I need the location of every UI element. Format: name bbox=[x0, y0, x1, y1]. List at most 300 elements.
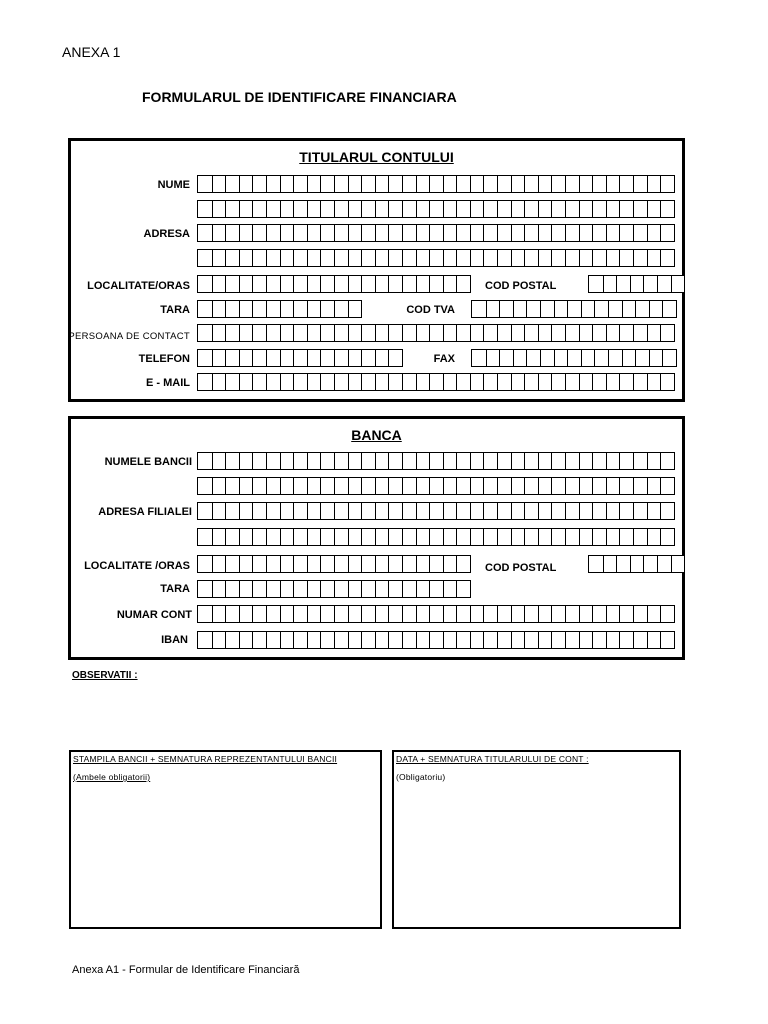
char-cell[interactable] bbox=[647, 529, 661, 545]
char-cell[interactable] bbox=[456, 453, 470, 469]
char-cell[interactable] bbox=[239, 350, 253, 366]
char-cell[interactable] bbox=[361, 581, 375, 597]
char-cell[interactable] bbox=[375, 632, 389, 648]
char-cell[interactable] bbox=[320, 453, 334, 469]
char-cell[interactable] bbox=[293, 503, 307, 519]
char-cell[interactable] bbox=[538, 529, 552, 545]
char-cell[interactable] bbox=[660, 325, 674, 341]
bank-name-field[interactable] bbox=[197, 452, 675, 470]
char-cell[interactable] bbox=[225, 325, 239, 341]
char-cell[interactable] bbox=[402, 556, 416, 572]
char-cell[interactable] bbox=[266, 201, 280, 217]
iban-field[interactable] bbox=[197, 631, 675, 649]
char-cell[interactable] bbox=[660, 176, 674, 192]
char-cell[interactable] bbox=[225, 503, 239, 519]
char-cell[interactable] bbox=[429, 325, 443, 341]
char-cell[interactable] bbox=[592, 225, 606, 241]
char-cell[interactable] bbox=[307, 276, 321, 292]
char-cell[interactable] bbox=[429, 606, 443, 622]
name-field-line-2[interactable] bbox=[197, 200, 675, 218]
char-cell[interactable] bbox=[483, 201, 497, 217]
char-cell[interactable] bbox=[619, 606, 633, 622]
char-cell[interactable] bbox=[647, 250, 661, 266]
char-cell[interactable] bbox=[239, 301, 253, 317]
char-cell[interactable] bbox=[416, 478, 430, 494]
char-cell[interactable] bbox=[540, 350, 554, 366]
char-cell[interactable] bbox=[375, 529, 389, 545]
char-cell[interactable] bbox=[348, 374, 362, 390]
char-cell[interactable] bbox=[239, 225, 253, 241]
char-cell[interactable] bbox=[388, 325, 402, 341]
char-cell[interactable] bbox=[252, 632, 266, 648]
char-cell[interactable] bbox=[388, 276, 402, 292]
char-cell[interactable] bbox=[361, 350, 375, 366]
char-cell[interactable] bbox=[320, 632, 334, 648]
char-cell[interactable] bbox=[375, 325, 389, 341]
char-cell[interactable] bbox=[402, 225, 416, 241]
char-cell[interactable] bbox=[266, 225, 280, 241]
char-cell[interactable] bbox=[334, 556, 348, 572]
char-cell[interactable] bbox=[375, 176, 389, 192]
char-cell[interactable] bbox=[429, 225, 443, 241]
char-cell[interactable] bbox=[239, 374, 253, 390]
char-cell[interactable] bbox=[524, 606, 538, 622]
char-cell[interactable] bbox=[307, 225, 321, 241]
char-cell[interactable] bbox=[212, 556, 226, 572]
char-cell[interactable] bbox=[416, 606, 430, 622]
char-cell[interactable] bbox=[361, 453, 375, 469]
char-cell[interactable] bbox=[429, 176, 443, 192]
char-cell[interactable] bbox=[307, 503, 321, 519]
char-cell[interactable] bbox=[511, 250, 525, 266]
char-cell[interactable] bbox=[416, 374, 430, 390]
char-cell[interactable] bbox=[456, 176, 470, 192]
char-cell[interactable] bbox=[307, 606, 321, 622]
char-cell[interactable] bbox=[266, 478, 280, 494]
char-cell[interactable] bbox=[239, 276, 253, 292]
char-cell[interactable] bbox=[239, 250, 253, 266]
char-cell[interactable] bbox=[429, 374, 443, 390]
char-cell[interactable] bbox=[608, 350, 622, 366]
char-cell[interactable] bbox=[429, 276, 443, 292]
char-cell[interactable] bbox=[375, 250, 389, 266]
char-cell[interactable] bbox=[266, 301, 280, 317]
char-cell[interactable] bbox=[293, 374, 307, 390]
char-cell[interactable] bbox=[198, 325, 212, 341]
char-cell[interactable] bbox=[198, 350, 212, 366]
char-cell[interactable] bbox=[307, 556, 321, 572]
char-cell[interactable] bbox=[660, 250, 674, 266]
char-cell[interactable] bbox=[280, 503, 294, 519]
char-cell[interactable] bbox=[225, 176, 239, 192]
char-cell[interactable] bbox=[538, 606, 552, 622]
char-cell[interactable] bbox=[606, 529, 620, 545]
char-cell[interactable] bbox=[551, 176, 565, 192]
char-cell[interactable] bbox=[198, 374, 212, 390]
char-cell[interactable] bbox=[212, 503, 226, 519]
char-cell[interactable] bbox=[198, 581, 212, 597]
char-cell[interactable] bbox=[483, 478, 497, 494]
char-cell[interactable] bbox=[486, 301, 500, 317]
char-cell[interactable] bbox=[456, 503, 470, 519]
char-cell[interactable] bbox=[524, 478, 538, 494]
char-cell[interactable] bbox=[443, 176, 457, 192]
char-cell[interactable] bbox=[348, 301, 362, 317]
char-cell[interactable] bbox=[443, 529, 457, 545]
char-cell[interactable] bbox=[388, 529, 402, 545]
char-cell[interactable] bbox=[212, 374, 226, 390]
char-cell[interactable] bbox=[266, 350, 280, 366]
char-cell[interactable] bbox=[443, 503, 457, 519]
char-cell[interactable] bbox=[348, 632, 362, 648]
char-cell[interactable] bbox=[280, 276, 294, 292]
char-cell[interactable] bbox=[622, 301, 636, 317]
char-cell[interactable] bbox=[647, 606, 661, 622]
char-cell[interactable] bbox=[252, 606, 266, 622]
char-cell[interactable] bbox=[416, 581, 430, 597]
char-cell[interactable] bbox=[212, 453, 226, 469]
char-cell[interactable] bbox=[293, 225, 307, 241]
char-cell[interactable] bbox=[497, 529, 511, 545]
char-cell[interactable] bbox=[567, 350, 581, 366]
char-cell[interactable] bbox=[320, 276, 334, 292]
char-cell[interactable] bbox=[443, 581, 457, 597]
char-cell[interactable] bbox=[524, 374, 538, 390]
char-cell[interactable] bbox=[551, 606, 565, 622]
char-cell[interactable] bbox=[198, 529, 212, 545]
postal-code-field[interactable] bbox=[588, 275, 685, 293]
vat-field[interactable] bbox=[471, 300, 677, 318]
char-cell[interactable] bbox=[470, 632, 484, 648]
char-cell[interactable] bbox=[486, 350, 500, 366]
city-field[interactable] bbox=[197, 275, 471, 293]
char-cell[interactable] bbox=[293, 529, 307, 545]
char-cell[interactable] bbox=[579, 606, 593, 622]
char-cell[interactable] bbox=[633, 250, 647, 266]
char-cell[interactable] bbox=[630, 276, 644, 292]
account-number-field[interactable] bbox=[197, 605, 675, 623]
char-cell[interactable] bbox=[592, 250, 606, 266]
char-cell[interactable] bbox=[429, 529, 443, 545]
char-cell[interactable] bbox=[619, 453, 633, 469]
char-cell[interactable] bbox=[252, 478, 266, 494]
char-cell[interactable] bbox=[402, 250, 416, 266]
char-cell[interactable] bbox=[647, 453, 661, 469]
char-cell[interactable] bbox=[579, 201, 593, 217]
char-cell[interactable] bbox=[239, 529, 253, 545]
char-cell[interactable] bbox=[643, 276, 657, 292]
char-cell[interactable] bbox=[280, 250, 294, 266]
char-cell[interactable] bbox=[649, 301, 663, 317]
char-cell[interactable] bbox=[266, 556, 280, 572]
char-cell[interactable] bbox=[579, 503, 593, 519]
char-cell[interactable] bbox=[660, 529, 674, 545]
char-cell[interactable] bbox=[660, 453, 674, 469]
bank-name-field-line-2[interactable] bbox=[197, 477, 675, 495]
char-cell[interactable] bbox=[239, 176, 253, 192]
char-cell[interactable] bbox=[647, 325, 661, 341]
char-cell[interactable] bbox=[497, 176, 511, 192]
char-cell[interactable] bbox=[252, 350, 266, 366]
char-cell[interactable] bbox=[662, 301, 676, 317]
char-cell[interactable] bbox=[513, 301, 527, 317]
char-cell[interactable] bbox=[511, 632, 525, 648]
char-cell[interactable] bbox=[307, 350, 321, 366]
char-cell[interactable] bbox=[657, 276, 671, 292]
char-cell[interactable] bbox=[348, 350, 362, 366]
char-cell[interactable] bbox=[307, 374, 321, 390]
char-cell[interactable] bbox=[348, 478, 362, 494]
char-cell[interactable] bbox=[348, 529, 362, 545]
char-cell[interactable] bbox=[538, 478, 552, 494]
char-cell[interactable] bbox=[212, 225, 226, 241]
char-cell[interactable] bbox=[526, 350, 540, 366]
char-cell[interactable] bbox=[307, 250, 321, 266]
char-cell[interactable] bbox=[239, 478, 253, 494]
char-cell[interactable] bbox=[579, 374, 593, 390]
char-cell[interactable] bbox=[212, 529, 226, 545]
char-cell[interactable] bbox=[606, 250, 620, 266]
char-cell[interactable] bbox=[334, 606, 348, 622]
char-cell[interactable] bbox=[348, 325, 362, 341]
char-cell[interactable] bbox=[592, 632, 606, 648]
char-cell[interactable] bbox=[361, 374, 375, 390]
bank-postal-code-field[interactable] bbox=[588, 555, 685, 573]
char-cell[interactable] bbox=[635, 350, 649, 366]
char-cell[interactable] bbox=[647, 478, 661, 494]
char-cell[interactable] bbox=[579, 176, 593, 192]
char-cell[interactable] bbox=[456, 606, 470, 622]
char-cell[interactable] bbox=[266, 276, 280, 292]
char-cell[interactable] bbox=[429, 478, 443, 494]
char-cell[interactable] bbox=[472, 301, 486, 317]
char-cell[interactable] bbox=[619, 225, 633, 241]
char-cell[interactable] bbox=[293, 250, 307, 266]
char-cell[interactable] bbox=[212, 325, 226, 341]
char-cell[interactable] bbox=[538, 453, 552, 469]
char-cell[interactable] bbox=[592, 201, 606, 217]
char-cell[interactable] bbox=[252, 581, 266, 597]
char-cell[interactable] bbox=[429, 556, 443, 572]
char-cell[interactable] bbox=[633, 632, 647, 648]
char-cell[interactable] bbox=[524, 225, 538, 241]
char-cell[interactable] bbox=[443, 556, 457, 572]
char-cell[interactable] bbox=[348, 581, 362, 597]
char-cell[interactable] bbox=[361, 529, 375, 545]
char-cell[interactable] bbox=[266, 176, 280, 192]
char-cell[interactable] bbox=[375, 503, 389, 519]
char-cell[interactable] bbox=[499, 301, 513, 317]
char-cell[interactable] bbox=[334, 478, 348, 494]
char-cell[interactable] bbox=[456, 632, 470, 648]
char-cell[interactable] bbox=[526, 301, 540, 317]
char-cell[interactable] bbox=[483, 325, 497, 341]
char-cell[interactable] bbox=[660, 374, 674, 390]
char-cell[interactable] bbox=[361, 250, 375, 266]
char-cell[interactable] bbox=[198, 276, 212, 292]
char-cell[interactable] bbox=[375, 606, 389, 622]
char-cell[interactable] bbox=[402, 632, 416, 648]
char-cell[interactable] bbox=[630, 556, 644, 572]
char-cell[interactable] bbox=[266, 503, 280, 519]
char-cell[interactable] bbox=[483, 632, 497, 648]
char-cell[interactable] bbox=[416, 325, 430, 341]
char-cell[interactable] bbox=[540, 301, 554, 317]
char-cell[interactable] bbox=[606, 632, 620, 648]
char-cell[interactable] bbox=[266, 374, 280, 390]
char-cell[interactable] bbox=[388, 606, 402, 622]
address-field[interactable] bbox=[197, 224, 675, 242]
char-cell[interactable] bbox=[361, 276, 375, 292]
char-cell[interactable] bbox=[402, 374, 416, 390]
char-cell[interactable] bbox=[375, 350, 389, 366]
char-cell[interactable] bbox=[198, 225, 212, 241]
char-cell[interactable] bbox=[252, 503, 266, 519]
char-cell[interactable] bbox=[334, 250, 348, 266]
char-cell[interactable] bbox=[307, 176, 321, 192]
char-cell[interactable] bbox=[212, 478, 226, 494]
char-cell[interactable] bbox=[538, 632, 552, 648]
char-cell[interactable] bbox=[252, 176, 266, 192]
char-cell[interactable] bbox=[551, 478, 565, 494]
char-cell[interactable] bbox=[606, 225, 620, 241]
char-cell[interactable] bbox=[416, 529, 430, 545]
char-cell[interactable] bbox=[606, 176, 620, 192]
char-cell[interactable] bbox=[524, 325, 538, 341]
char-cell[interactable] bbox=[619, 250, 633, 266]
char-cell[interactable] bbox=[538, 503, 552, 519]
char-cell[interactable] bbox=[252, 556, 266, 572]
char-cell[interactable] bbox=[266, 325, 280, 341]
char-cell[interactable] bbox=[429, 453, 443, 469]
char-cell[interactable] bbox=[225, 581, 239, 597]
char-cell[interactable] bbox=[633, 503, 647, 519]
char-cell[interactable] bbox=[307, 529, 321, 545]
char-cell[interactable] bbox=[348, 276, 362, 292]
char-cell[interactable] bbox=[470, 453, 484, 469]
char-cell[interactable] bbox=[671, 556, 685, 572]
char-cell[interactable] bbox=[266, 606, 280, 622]
char-cell[interactable] bbox=[456, 250, 470, 266]
char-cell[interactable] bbox=[416, 503, 430, 519]
char-cell[interactable] bbox=[320, 529, 334, 545]
char-cell[interactable] bbox=[198, 503, 212, 519]
char-cell[interactable] bbox=[334, 581, 348, 597]
char-cell[interactable] bbox=[293, 581, 307, 597]
char-cell[interactable] bbox=[388, 250, 402, 266]
char-cell[interactable] bbox=[606, 606, 620, 622]
char-cell[interactable] bbox=[239, 556, 253, 572]
char-cell[interactable] bbox=[497, 325, 511, 341]
char-cell[interactable] bbox=[198, 556, 212, 572]
char-cell[interactable] bbox=[524, 632, 538, 648]
char-cell[interactable] bbox=[212, 201, 226, 217]
char-cell[interactable] bbox=[470, 225, 484, 241]
char-cell[interactable] bbox=[456, 225, 470, 241]
char-cell[interactable] bbox=[606, 325, 620, 341]
char-cell[interactable] bbox=[280, 453, 294, 469]
char-cell[interactable] bbox=[551, 225, 565, 241]
char-cell[interactable] bbox=[307, 325, 321, 341]
char-cell[interactable] bbox=[334, 350, 348, 366]
char-cell[interactable] bbox=[280, 606, 294, 622]
char-cell[interactable] bbox=[348, 606, 362, 622]
char-cell[interactable] bbox=[375, 374, 389, 390]
char-cell[interactable] bbox=[592, 374, 606, 390]
char-cell[interactable] bbox=[511, 374, 525, 390]
char-cell[interactable] bbox=[606, 201, 620, 217]
char-cell[interactable] bbox=[280, 350, 294, 366]
char-cell[interactable] bbox=[633, 478, 647, 494]
char-cell[interactable] bbox=[198, 201, 212, 217]
char-cell[interactable] bbox=[320, 581, 334, 597]
char-cell[interactable] bbox=[348, 201, 362, 217]
char-cell[interactable] bbox=[293, 478, 307, 494]
char-cell[interactable] bbox=[402, 176, 416, 192]
char-cell[interactable] bbox=[280, 325, 294, 341]
char-cell[interactable] bbox=[293, 325, 307, 341]
char-cell[interactable] bbox=[483, 453, 497, 469]
char-cell[interactable] bbox=[524, 503, 538, 519]
char-cell[interactable] bbox=[388, 374, 402, 390]
char-cell[interactable] bbox=[513, 350, 527, 366]
char-cell[interactable] bbox=[252, 225, 266, 241]
char-cell[interactable] bbox=[280, 301, 294, 317]
char-cell[interactable] bbox=[497, 503, 511, 519]
char-cell[interactable] bbox=[334, 453, 348, 469]
char-cell[interactable] bbox=[592, 453, 606, 469]
char-cell[interactable] bbox=[388, 478, 402, 494]
char-cell[interactable] bbox=[649, 350, 663, 366]
char-cell[interactable] bbox=[579, 632, 593, 648]
char-cell[interactable] bbox=[483, 606, 497, 622]
char-cell[interactable] bbox=[280, 581, 294, 597]
char-cell[interactable] bbox=[565, 632, 579, 648]
char-cell[interactable] bbox=[671, 276, 685, 292]
char-cell[interactable] bbox=[375, 478, 389, 494]
char-cell[interactable] bbox=[565, 250, 579, 266]
char-cell[interactable] bbox=[212, 276, 226, 292]
char-cell[interactable] bbox=[470, 503, 484, 519]
char-cell[interactable] bbox=[538, 325, 552, 341]
char-cell[interactable] bbox=[334, 374, 348, 390]
char-cell[interactable] bbox=[388, 176, 402, 192]
char-cell[interactable] bbox=[567, 301, 581, 317]
char-cell[interactable] bbox=[660, 225, 674, 241]
char-cell[interactable] bbox=[361, 225, 375, 241]
char-cell[interactable] bbox=[348, 503, 362, 519]
char-cell[interactable] bbox=[388, 503, 402, 519]
char-cell[interactable] bbox=[551, 632, 565, 648]
char-cell[interactable] bbox=[239, 581, 253, 597]
char-cell[interactable] bbox=[320, 478, 334, 494]
phone-field[interactable] bbox=[197, 349, 403, 367]
address-field-line-2[interactable] bbox=[197, 249, 675, 267]
email-field[interactable] bbox=[197, 373, 675, 391]
char-cell[interactable] bbox=[497, 453, 511, 469]
char-cell[interactable] bbox=[581, 301, 595, 317]
char-cell[interactable] bbox=[388, 632, 402, 648]
char-cell[interactable] bbox=[320, 503, 334, 519]
char-cell[interactable] bbox=[334, 225, 348, 241]
char-cell[interactable] bbox=[660, 478, 674, 494]
char-cell[interactable] bbox=[280, 632, 294, 648]
char-cell[interactable] bbox=[293, 276, 307, 292]
char-cell[interactable] bbox=[511, 325, 525, 341]
char-cell[interactable] bbox=[660, 503, 674, 519]
char-cell[interactable] bbox=[619, 632, 633, 648]
char-cell[interactable] bbox=[592, 325, 606, 341]
